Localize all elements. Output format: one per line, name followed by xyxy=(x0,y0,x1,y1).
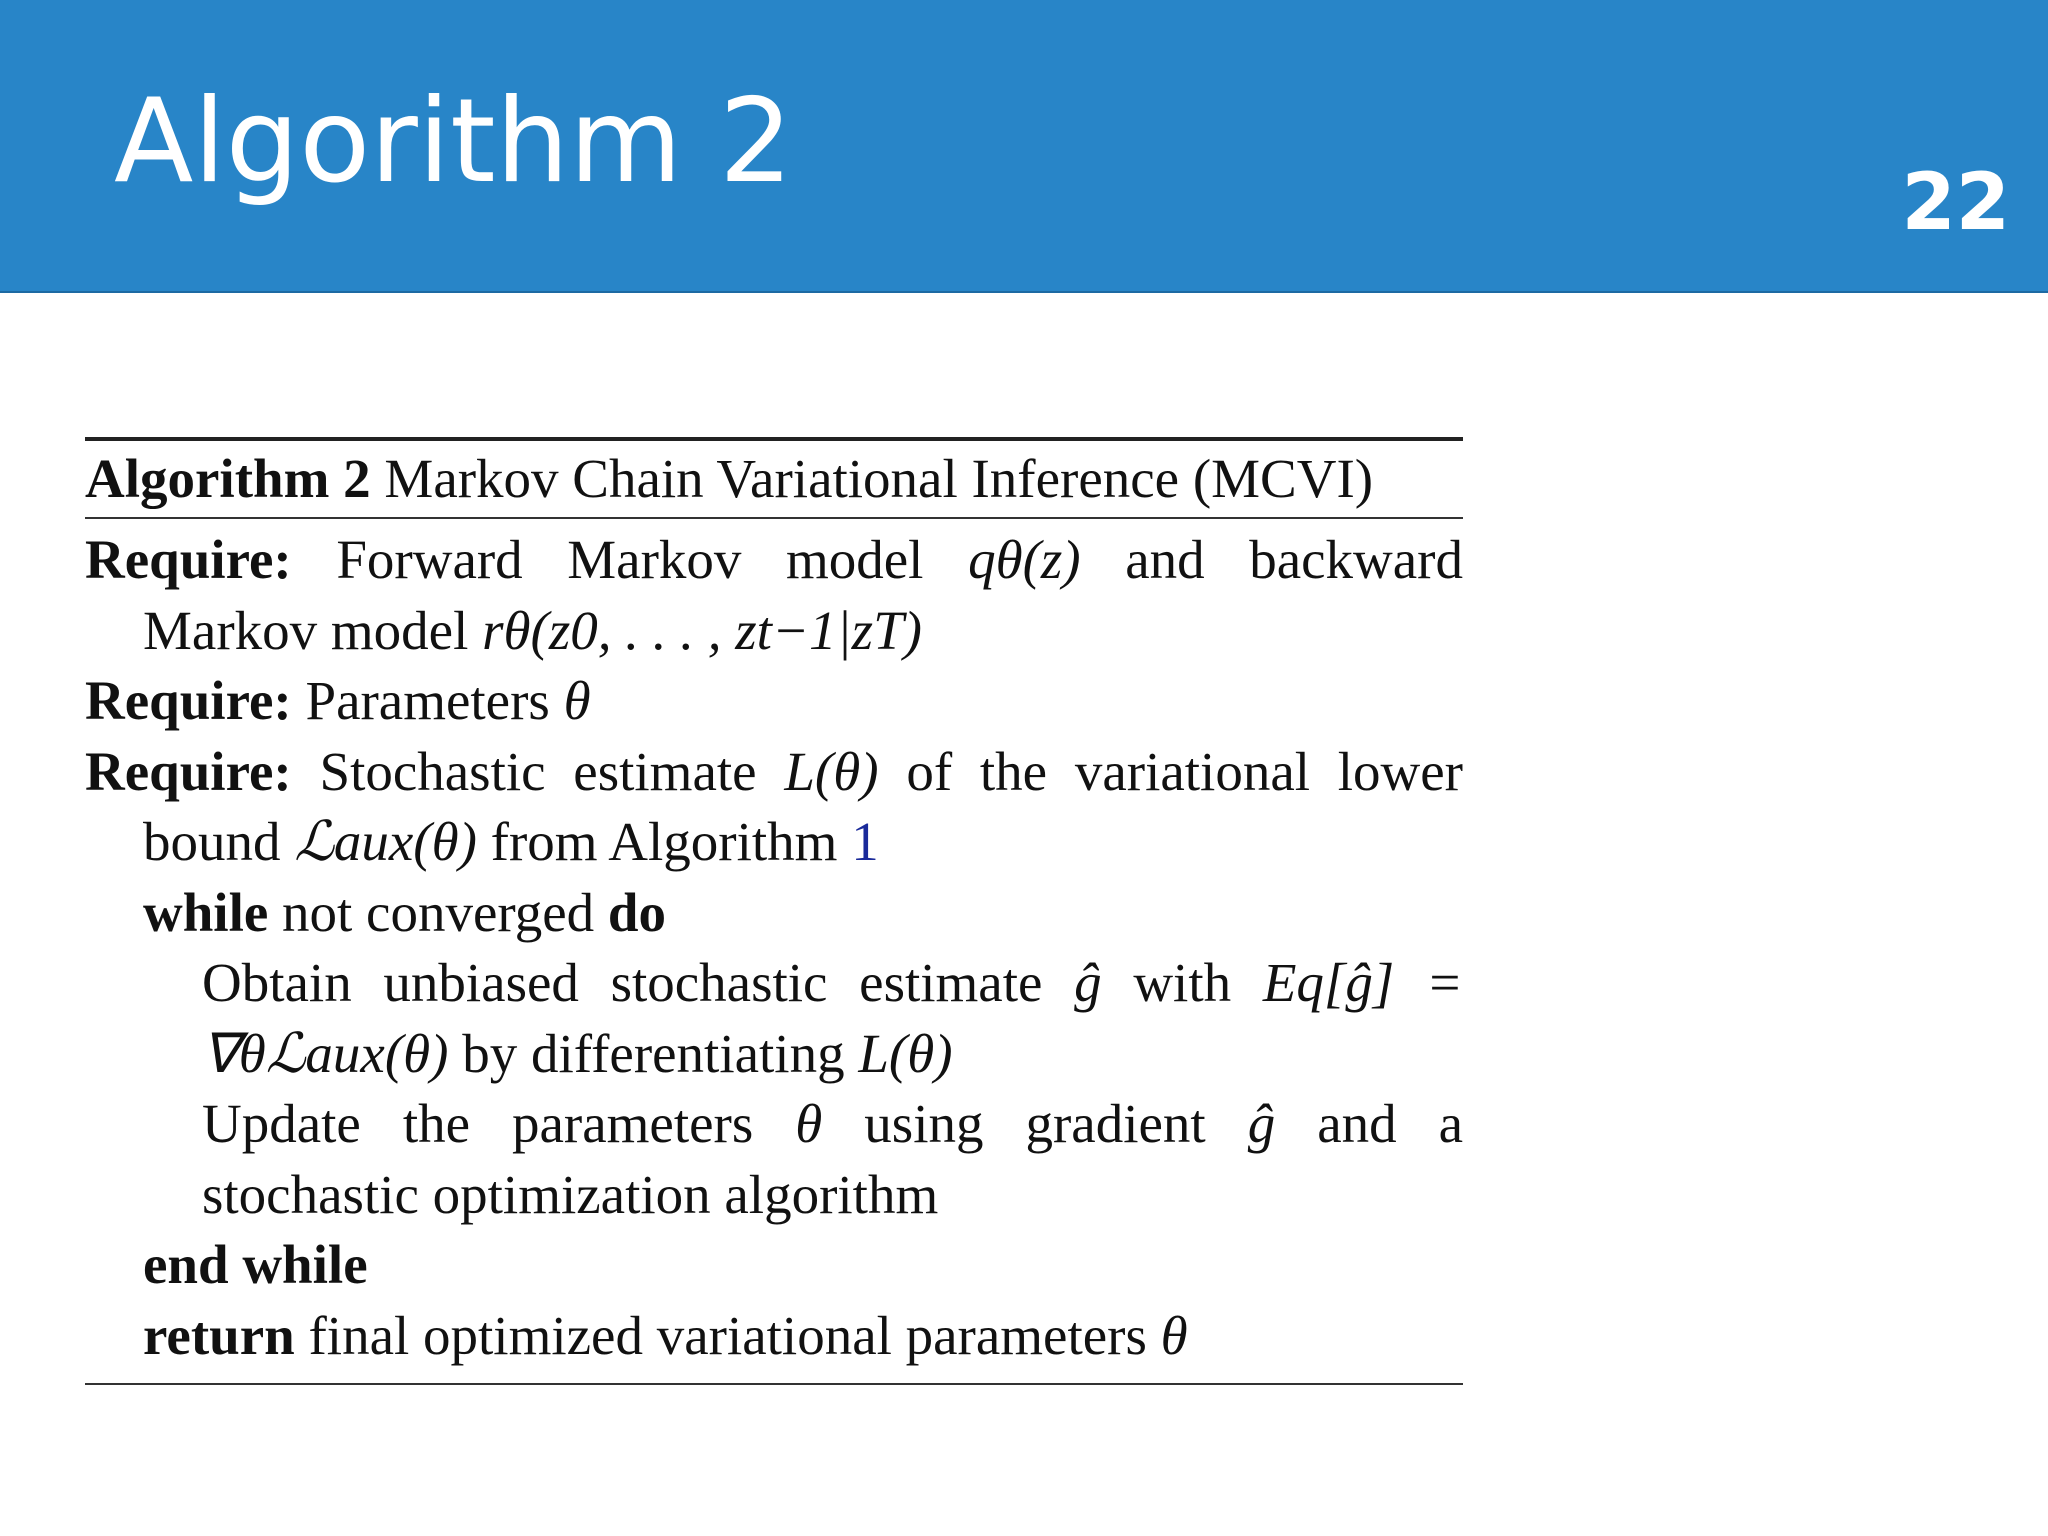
line-text: of the variational lower xyxy=(906,740,1463,802)
algorithm-line xyxy=(85,948,1463,1019)
algorithm-caption xyxy=(85,441,1463,517)
line-text: Forward Markov model xyxy=(336,529,924,590)
line-text: not converged xyxy=(282,881,595,943)
line-text: and backward xyxy=(1125,529,1463,590)
math-expression: θ xyxy=(563,670,591,731)
require-keyword: Require: xyxy=(85,670,292,731)
line-text: and a xyxy=(1317,1093,1464,1154)
return-keyword: return xyxy=(143,1304,295,1366)
line-text: final optimized variational parameters xyxy=(308,1304,1147,1366)
algorithm-line xyxy=(85,737,1463,808)
line-text: Markov model xyxy=(143,599,469,661)
algorithm-name: Markov Chain Variational Inference (MCVI) xyxy=(384,448,1374,509)
algorithm-reference-link[interactable]: 1 xyxy=(851,811,879,872)
algorithm-line xyxy=(85,596,1463,667)
line-text: Parameters xyxy=(305,670,550,731)
line-text: Obtain unbiased stochastic estimate xyxy=(202,952,1043,1013)
slide-title: Algorithm 2 xyxy=(114,74,793,209)
algorithm-box xyxy=(85,437,1463,1385)
line-text: Update the parameters xyxy=(202,1093,754,1154)
slide-header xyxy=(0,0,2048,293)
algorithm-label: Algorithm 2 xyxy=(85,448,371,509)
algorithm-body xyxy=(85,519,1463,1383)
algorithm-line xyxy=(85,525,1463,596)
algorithm-line xyxy=(85,1019,1463,1090)
do-keyword: do xyxy=(607,881,666,943)
line-text: Stochastic estimate xyxy=(319,740,757,802)
while-keyword: while xyxy=(143,881,269,943)
bottom-rule xyxy=(85,1383,1463,1385)
algorithm-line xyxy=(85,807,1463,878)
math-expression: qθ(z) xyxy=(968,529,1081,590)
algorithm-line xyxy=(85,1089,1463,1160)
line-text: bound xyxy=(143,811,281,872)
math-expression: θ xyxy=(1160,1304,1188,1366)
math-expression: ĝ xyxy=(1074,952,1102,1013)
algorithm-line xyxy=(85,1160,1463,1231)
line-text: stochastic optimization algorithm xyxy=(202,1163,939,1225)
algorithm-line xyxy=(85,878,1463,949)
algorithm-line xyxy=(85,1301,1463,1372)
slide-number: 22 xyxy=(1901,158,2010,248)
line-text: by differentiating xyxy=(462,1022,845,1084)
line-text: using gradient xyxy=(864,1093,1206,1154)
math-expression: ℒaux(θ) xyxy=(294,811,477,872)
line-text: from Algorithm xyxy=(490,811,838,872)
math-expression: ∇θℒaux(θ) xyxy=(202,1022,449,1084)
algorithm-line xyxy=(85,666,1463,737)
require-keyword: Require: xyxy=(85,740,292,802)
math-expression: L(θ) xyxy=(784,740,879,802)
end-while-keyword: end while xyxy=(143,1234,368,1295)
require-keyword: Require: xyxy=(85,529,292,590)
math-expression: L(θ) xyxy=(858,1022,953,1084)
math-expression: θ xyxy=(795,1093,823,1154)
math-expression: rθ(z0, . . . , zt−1|zT) xyxy=(482,599,922,661)
algorithm-line xyxy=(85,1230,1463,1301)
line-text: with xyxy=(1133,952,1232,1013)
math-expression: Eq[ĝ] = xyxy=(1262,952,1464,1013)
math-expression: ĝ xyxy=(1247,1093,1276,1154)
